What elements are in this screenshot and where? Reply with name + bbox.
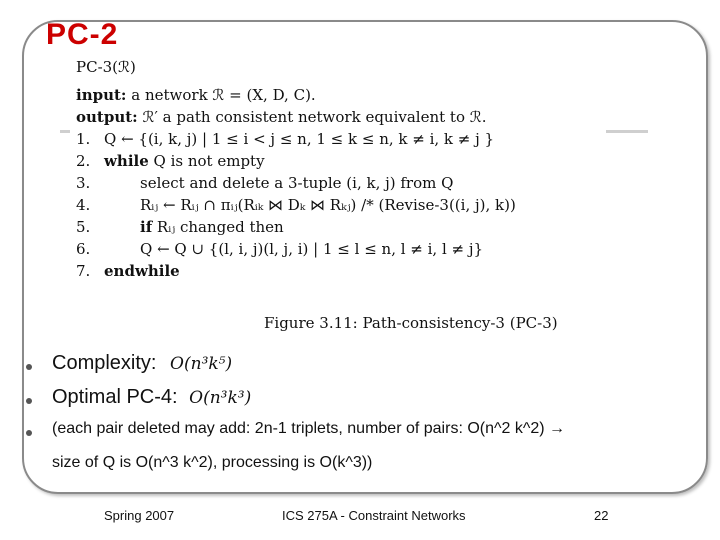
divider-left (60, 130, 70, 133)
bullet-text: Optimal PC-4: (52, 386, 178, 408)
slide-title: PC-2 (46, 18, 119, 51)
bullet-complexity (52, 352, 232, 375)
bullet-note: (each pair deleted may add: 2n-1 triplets, number of pairs: O(n^2 k^2) → (52, 420, 566, 437)
bullet-dot (26, 398, 32, 404)
line-text: Q is not empty (148, 152, 265, 170)
line-text: Q ← {(i, k, j) | 1 ≤ i < j ≤ n, 1 ≤ k ≤ n, k ≠ i, k ≠ j } (104, 130, 495, 148)
line-number: 4. (76, 196, 91, 214)
bullet-continuation: size of Q is O(n^3 k^2), processing is O(k^3)) (52, 454, 373, 471)
footer-page-number: 22 (594, 508, 609, 523)
algorithm-line-2 (76, 152, 265, 170)
bullet-math: O(n³k³) (189, 388, 252, 408)
divider-right (606, 130, 648, 133)
line-number: 5. (76, 218, 91, 236)
bullet-dot (26, 430, 32, 436)
bullet-dot (26, 364, 32, 370)
input-label: input: (76, 86, 127, 104)
line-number: 6. (76, 240, 91, 258)
footer-course: ICS 275A - Constraint Networks (282, 508, 466, 523)
figure-caption: Figure 3.11: Path-consistency-3 (PC-3) (264, 314, 558, 332)
algorithm-line-6 (76, 240, 483, 258)
line-number: 2. (76, 152, 91, 170)
line-text: Rᵢⱼ ← Rᵢⱼ ∩ πᵢⱼ(Rᵢₖ ⋈ Dₖ ⋈ Rₖⱼ) /* (Revise-3((i, j), k)) (140, 196, 516, 214)
algorithm-line-3 (76, 174, 453, 192)
algorithm-input (76, 86, 316, 104)
algorithm-line-5 (76, 218, 284, 236)
line-text: select and delete a 3-tuple (i, k, j) from Q (140, 174, 454, 192)
algorithm-output (76, 108, 487, 126)
keyword-if: if (140, 218, 153, 236)
bullet-math: O(n³k⁵) (170, 354, 233, 374)
line-text: Q ← Q ∪ {(l, i, j)(l, j, i) | 1 ≤ l ≤ n, l ≠ i, l ≠ j} (140, 240, 484, 258)
footer-date: Spring 2007 (104, 508, 175, 523)
bullet-text: Complexity: (52, 352, 157, 374)
algorithm-line-1 (76, 130, 494, 148)
keyword-endwhile: endwhile (104, 262, 180, 280)
output-label: output: (76, 108, 138, 126)
bullet-optimal (52, 386, 251, 409)
algorithm-line-7 (76, 262, 180, 280)
output-text: ℛ′ a path consistent network equivalent to ℛ. (142, 108, 487, 126)
input-text: a network ℛ = (X, D, C). (131, 86, 316, 104)
keyword-while: while (104, 152, 149, 170)
line-text: Rᵢⱼ changed then (152, 218, 284, 236)
algorithm-name: PC-3(ℛ) (76, 58, 136, 76)
algorithm-line-4 (76, 196, 516, 214)
line-number: 7. (76, 262, 91, 280)
line-number: 3. (76, 174, 91, 192)
line-number: 1. (76, 130, 91, 148)
